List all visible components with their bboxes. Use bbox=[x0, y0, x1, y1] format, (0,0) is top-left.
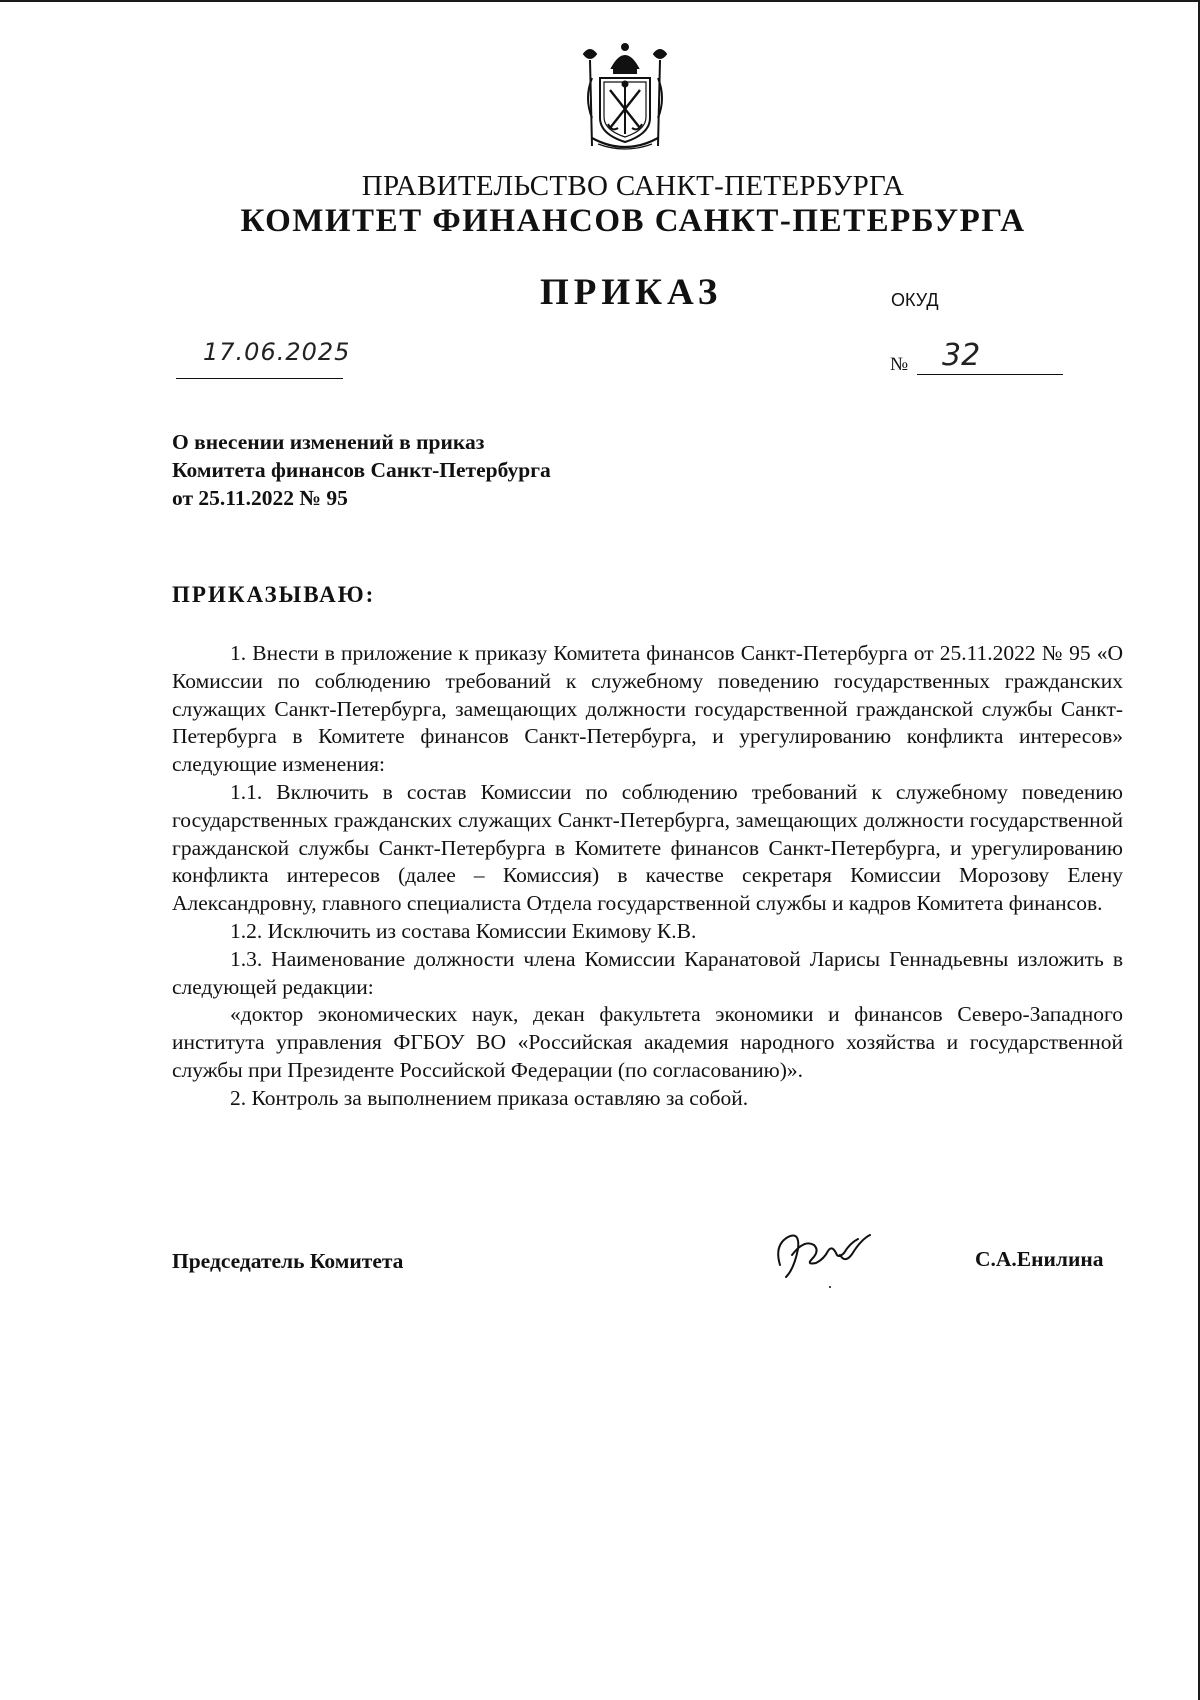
document-subject bbox=[172, 428, 692, 512]
number-underline bbox=[917, 374, 1063, 375]
date-field bbox=[176, 338, 351, 379]
body-paragraph: «доктор экономических наук, декан факультета экономики и финансов Северо-Западного института управления ФГБОУ ВО «Российская академия народного хозяйства и государственной службы при Президенте Российской Федерации (по согласованию)». bbox=[172, 1002, 1123, 1082]
document-body bbox=[172, 640, 1123, 1113]
number-field bbox=[890, 338, 1070, 376]
number-sign: № bbox=[890, 354, 909, 375]
signatory-name: С.А.Енилина bbox=[975, 1247, 1104, 1271]
document-date: 17.06.2025 bbox=[203, 338, 351, 366]
body-paragraph: 1.3. Наименование должности члена Комиссии Каранатовой Ларисы Геннадьевны изложить в следующей редакции: bbox=[172, 946, 1123, 999]
body-paragraph: 1.2. Исключить из состава Комиссии Екимову К.В. bbox=[230, 918, 697, 943]
government-header: ПРАВИТЕЛЬСТВО САНКТ-ПЕТЕРБУРГА bbox=[361, 170, 905, 202]
okud-label: ОКУД bbox=[891, 290, 939, 310]
signature-block bbox=[0, 1225, 1200, 1305]
scan-edge-top bbox=[0, 0, 1200, 2]
body-paragraph: 1. Внести в приложение к приказу Комитета финансов Санкт-Петербурга от 25.11.2022 № 95 «О Комиссии по соблюдению требований к служебному поведению государственных гражданских служащих Санкт-Петербурга, замещающих должности государственной гражданской службы Санкт-Петербурга в Комитете финансов Санкт-Петербурга, и урегулированию конфликта интересов» следующие изменения: bbox=[172, 641, 1123, 777]
subject-line: от 25.11.2022 № 95 bbox=[172, 486, 348, 510]
body-paragraph: 1.1. Включить в состав Комиссии по соблюдению требований к служебному поведению государственных гражданских служащих Санкт-Петербурга, замещающих должности государственной гражданской службы Санкт-Петербурга в Комитете финансов Санкт-Петербурга, и урегулированию конфликта интересов (далее – Комиссия) в качестве секретаря Комиссии Морозову Елену Александровну, главного специалиста Отдела государственной службы и кадров Комитета финансов. bbox=[172, 779, 1123, 916]
order-directive-heading: ПРИКАЗЫВАЮ: bbox=[172, 582, 376, 607]
signatory-title: Председатель Комитета bbox=[172, 1249, 404, 1273]
coat-of-arms-emblem bbox=[570, 38, 680, 156]
handwritten-signature bbox=[770, 1225, 880, 1291]
document-number: 32 bbox=[942, 338, 981, 373]
committee-header: КОМИТЕТ ФИНАНСОВ САНКТ-ПЕТЕРБУРГА bbox=[240, 203, 1026, 239]
document-type-title: ПРИКАЗ bbox=[540, 272, 723, 313]
subject-line: О внесении изменений в приказ bbox=[172, 430, 485, 454]
subject-line: Комитета финансов Санкт-Петербурга bbox=[172, 458, 551, 482]
body-paragraph: 2. Контроль за выполнением приказа оставляю за собой. bbox=[230, 1085, 749, 1110]
